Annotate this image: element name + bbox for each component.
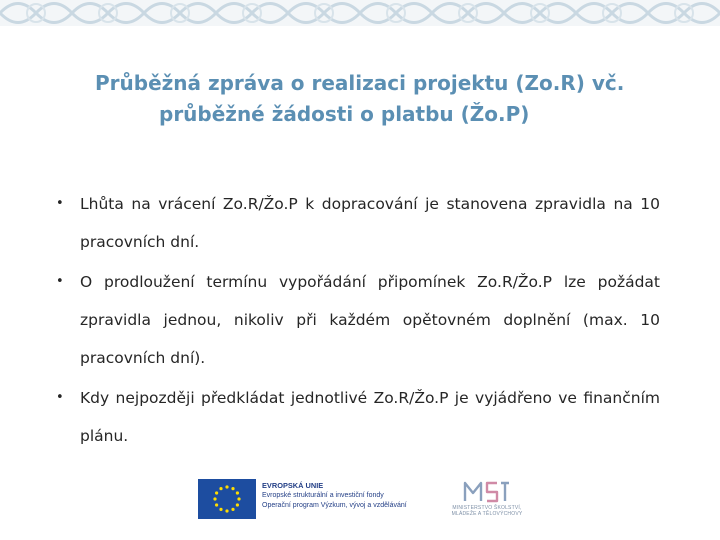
- bullet-icon: •: [56, 274, 64, 289]
- ministry-logo: [443, 477, 531, 523]
- decorative-pattern-band: [0, 0, 720, 26]
- bullet-text: Kdy nejpozději předkládat jednotlivé Zo.R/Žo.P je vyjádřeno ve finančním plánu.: [80, 389, 660, 445]
- bullet-item: [56, 185, 660, 261]
- bullet-item: [56, 379, 660, 455]
- eu-line-1: EVROPSKÁ UNIE: [262, 481, 324, 490]
- bullet-item: [56, 263, 660, 377]
- eu-flag-icon: [198, 479, 256, 519]
- eu-stars-icon: [198, 479, 256, 519]
- msmt-logo-icon: [461, 479, 513, 505]
- slide-title-line-2: průběžné žádosti o platbu (Žo.P): [159, 102, 530, 126]
- slide-title-line-1: Průběžná zpráva o realizaci projektu (Zo.R) vč.: [95, 71, 625, 95]
- eu-line-2: Evropské strukturální a investiční fondy: [262, 492, 384, 499]
- bullet-text: O prodloužení termínu vypořádání připomínek Zo.R/Žo.P lze požádat zpravidla jednou, nikoliv při každém opětovném doplnění (max. 10 pracovních dní).: [80, 273, 660, 367]
- footer-logos: [196, 477, 531, 523]
- slide-title: [60, 68, 680, 130]
- bullet-text: Lhůta na vrácení Zo.R/Žo.P k dopracování je stanovena zpravidla na 10 pracovních dní.: [80, 195, 660, 251]
- bullet-icon: •: [56, 196, 64, 211]
- eu-line-3: Operační program Výzkum, vývoj a vzdělávání: [262, 502, 407, 509]
- eu-program-text: [262, 481, 442, 511]
- bullet-list: [56, 185, 660, 457]
- bullet-icon: •: [56, 390, 64, 405]
- msmt-caption: MINISTERSTVO ŠKOLSTVÍ, MLÁDEŽE A TĚLOVÝCHOVY: [451, 505, 523, 517]
- knot-pattern-icon: [0, 0, 720, 26]
